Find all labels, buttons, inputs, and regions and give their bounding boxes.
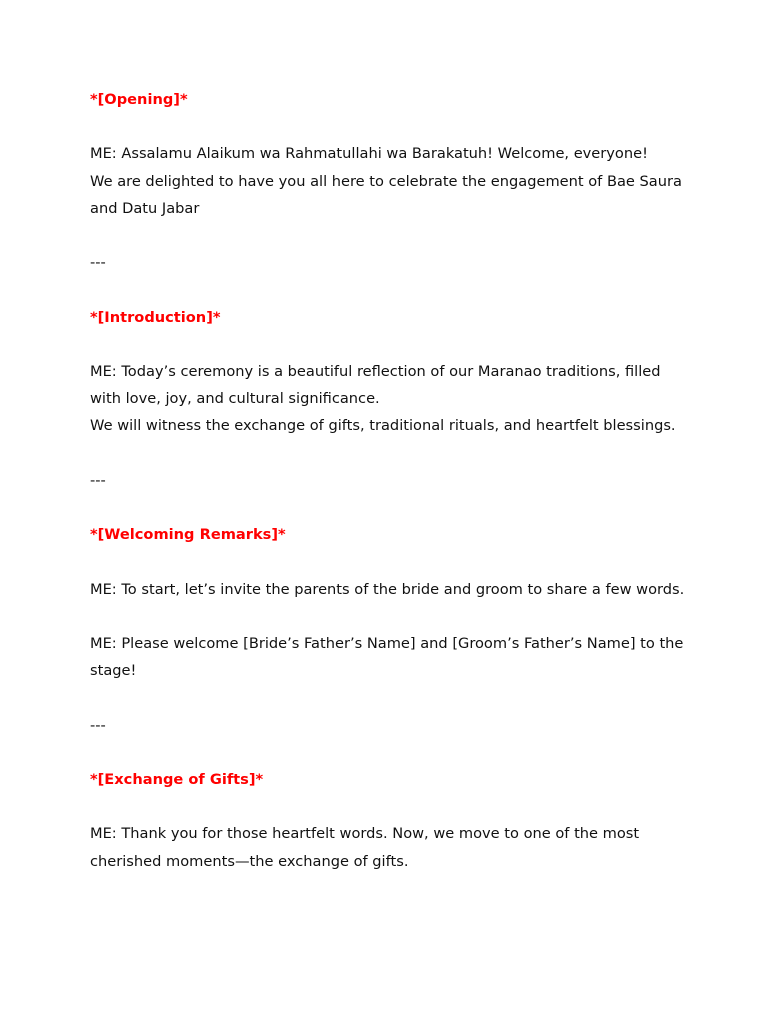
opening-line-1: ME: Assalamu Alaikum wa Rahmatullahi wa Barakatuh! Welcome, everyone! bbox=[90, 145, 648, 163]
spacer bbox=[90, 113, 690, 140]
spacer bbox=[90, 739, 690, 766]
spacer bbox=[90, 684, 690, 711]
spacer bbox=[90, 603, 690, 630]
spacer bbox=[90, 548, 690, 575]
opening-line-2: We are delighted to have you all here to celebrate the engagement of Bae Saura and Datu Jabar bbox=[90, 172, 682, 217]
welcoming-remarks-paragraph-1: ME: To start, let’s invite the parents of the bride and groom to share a few words. bbox=[90, 580, 685, 598]
section-heading-opening: *[Opening]* bbox=[90, 91, 188, 108]
separator: --- bbox=[90, 471, 106, 489]
section-heading-introduction: *[Introduction]* bbox=[90, 308, 221, 326]
welcoming-remarks-paragraph-2: ME: Please welcome [Bride’s Father’s Name] and [Groom’s Father’s Name] to the stage! bbox=[90, 634, 684, 680]
separator: --- bbox=[90, 716, 106, 734]
introduction-line-1: ME: Today’s ceremony is a beautiful reflection of our Maranao traditions, filled with love, joy, and cultural significance. bbox=[90, 362, 661, 408]
section-heading-exchange-of-gifts: *[Exchange of Gifts]* bbox=[90, 770, 264, 788]
spacer bbox=[90, 331, 690, 358]
separator: --- bbox=[90, 254, 106, 272]
spacer bbox=[90, 793, 690, 820]
spacer bbox=[90, 494, 690, 521]
spacer bbox=[90, 440, 690, 467]
spacer bbox=[90, 222, 690, 249]
document-page bbox=[90, 86, 690, 875]
introduction-line-2: We will witness the exchange of gifts, traditional rituals, and heartfelt blessings. bbox=[90, 417, 676, 435]
exchange-of-gifts-paragraph-1: ME: Thank you for those heartfelt words. Now, we move to one of the most cherished moments—the exchange of gifts. bbox=[90, 825, 640, 870]
section-heading-welcoming-remarks: *[Welcoming Remarks]* bbox=[90, 526, 286, 544]
spacer bbox=[90, 276, 690, 303]
